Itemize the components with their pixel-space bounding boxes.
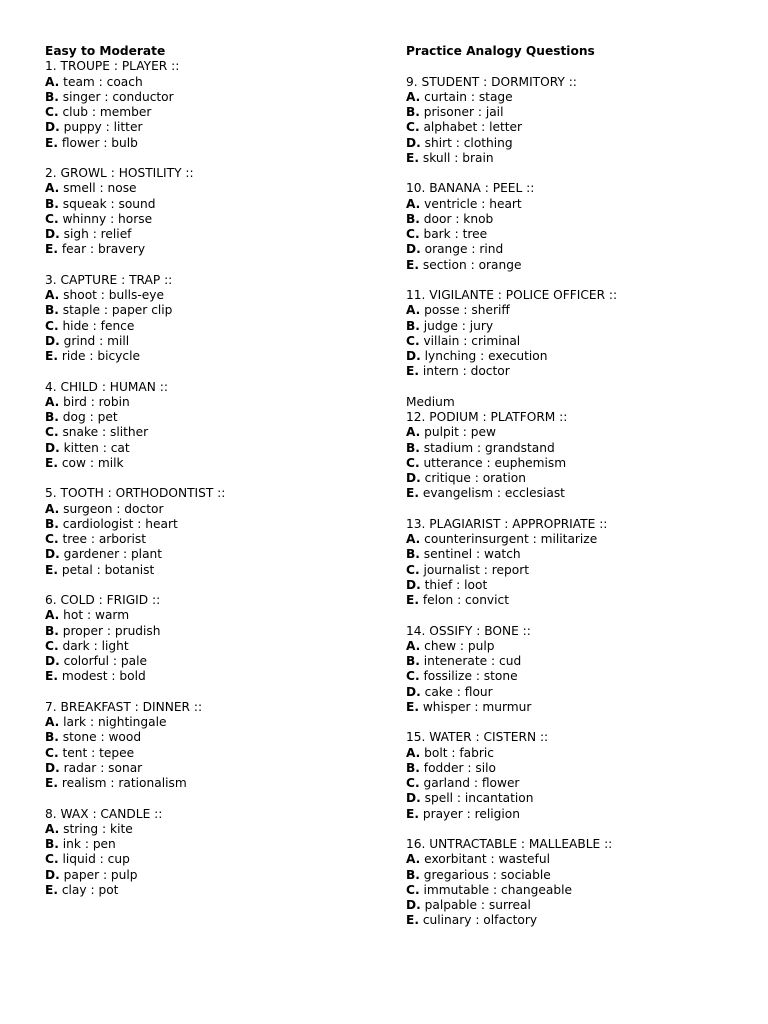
option-letter: E. [406, 364, 419, 379]
answer-option [406, 761, 756, 776]
option-letter: E. [45, 776, 58, 790]
option-text: evangelism : ecclesiast [422, 486, 565, 501]
option-letter: A. [45, 715, 60, 729]
answer-option [45, 75, 385, 90]
page-title: Practice Analogy Questions [406, 44, 595, 58]
option-letter: C. [406, 455, 420, 470]
option-text: alphabet : letter [423, 120, 523, 135]
option-letter: C. [406, 562, 420, 577]
option-letter: B. [45, 837, 59, 851]
answer-option [45, 410, 385, 425]
answer-option [45, 532, 385, 547]
answer-option [45, 822, 385, 837]
option-text: prisoner : jail [423, 105, 504, 119]
option-letter: D. [406, 471, 421, 485]
option-text: lark : nightingale [63, 715, 167, 729]
option-letter: D. [45, 120, 60, 135]
option-text: stadium : grandstand [423, 440, 555, 455]
option-letter: E. [45, 669, 58, 684]
question-block [406, 181, 756, 273]
option-text: whisper : murmur [422, 699, 532, 714]
question-stem: 14. OSSIFY : BONE :: [406, 623, 531, 638]
option-letter: E. [45, 242, 58, 257]
question-block [45, 700, 385, 792]
answer-option [406, 898, 756, 913]
option-letter: C. [406, 120, 420, 135]
answer-option [45, 288, 385, 303]
option-text: door : knob [423, 211, 494, 226]
option-text: bolt : fabric [424, 745, 494, 760]
option-letter: A. [406, 532, 421, 546]
option-text: cake : flour [424, 684, 493, 699]
answer-option [406, 242, 756, 257]
option-text: gregarious : sociable [423, 867, 551, 882]
answer-option [45, 120, 385, 135]
option-text: snake : slither [62, 425, 149, 440]
answer-option [45, 319, 385, 334]
answer-option [45, 242, 385, 257]
option-letter: C. [45, 532, 59, 546]
question-stem: 5. TOOTH : ORTHODONTIST :: [45, 486, 226, 501]
option-letter: A. [45, 74, 60, 89]
answer-option [406, 364, 756, 379]
option-letter: B. [45, 623, 59, 638]
answer-option [406, 486, 756, 501]
option-text: prayer : religion [422, 806, 520, 821]
answer-option [45, 425, 385, 440]
option-letter: C. [406, 669, 420, 684]
option-letter: C. [45, 638, 59, 653]
option-text: flower : bulb [61, 135, 138, 150]
section-heading-medium: Medium [406, 394, 455, 409]
option-letter: C. [406, 333, 420, 348]
answer-option [406, 746, 756, 761]
answer-option [45, 776, 385, 791]
answer-option [45, 852, 385, 867]
answer-option [406, 471, 756, 486]
option-letter: C. [406, 882, 420, 897]
answer-option [45, 639, 385, 654]
option-letter: D. [406, 684, 421, 699]
option-letter: A. [406, 303, 421, 318]
option-letter: D. [406, 577, 421, 592]
option-letter: E. [45, 349, 58, 363]
answer-option [406, 136, 756, 151]
answer-option [45, 395, 385, 410]
option-text: club : member [62, 105, 152, 119]
option-text: grind : mill [63, 333, 130, 348]
option-text: thief : loot [424, 577, 488, 592]
option-letter: E. [45, 562, 58, 577]
answer-option [406, 349, 756, 364]
option-letter: B. [406, 547, 420, 562]
question-stem: 10. BANANA : PEEL :: [406, 181, 535, 196]
answer-option [406, 151, 756, 166]
option-text: immutable : changeable [423, 882, 572, 897]
option-text: puppy : litter [63, 120, 143, 135]
option-letter: C. [45, 318, 59, 333]
answer-option [406, 90, 756, 105]
option-letter: C. [45, 105, 59, 119]
option-text: felon : convict [422, 593, 510, 607]
answer-option [406, 197, 756, 212]
option-letter: B. [406, 318, 420, 333]
answer-option [406, 334, 756, 349]
question-list-right-b [406, 410, 756, 929]
option-text: tree : arborist [62, 532, 147, 546]
option-text: sentinel : watch [423, 547, 521, 562]
option-letter: B. [406, 867, 420, 882]
answer-option [45, 502, 385, 517]
question-list-right-a [406, 75, 756, 380]
question-stem: 16. UNTRACTABLE : MALLEABLE :: [406, 837, 613, 851]
answer-option [45, 517, 385, 532]
option-letter: D. [45, 547, 60, 562]
option-text: squeak : sound [62, 196, 156, 211]
option-letter: E. [406, 806, 419, 821]
question-block [406, 837, 756, 929]
option-text: proper : prudish [62, 623, 161, 638]
answer-option [406, 578, 756, 593]
option-text: palpable : surreal [424, 898, 531, 912]
option-letter: D. [406, 242, 421, 257]
answer-option [406, 913, 756, 928]
option-letter: C. [406, 776, 420, 790]
question-block [406, 410, 756, 502]
option-text: cow : milk [61, 455, 124, 470]
question-block [406, 288, 756, 380]
question-block [45, 807, 385, 899]
option-text: ventricle : heart [424, 196, 522, 211]
option-text: curtain : stage [424, 89, 513, 104]
option-text: pulpit : pew [424, 425, 496, 440]
option-letter: B. [45, 89, 59, 104]
option-letter: B. [45, 730, 59, 745]
answer-option [45, 349, 385, 364]
answer-option [406, 669, 756, 684]
answer-option [45, 669, 385, 684]
option-text: counterinsurgent : militarize [424, 532, 598, 546]
option-letter: B. [45, 196, 59, 211]
option-text: team : coach [63, 74, 143, 89]
option-text: paper : pulp [63, 867, 138, 882]
answer-option [406, 105, 756, 120]
option-text: garland : flower [423, 776, 520, 790]
option-text: fear : bravery [61, 242, 146, 257]
answer-option [406, 791, 756, 806]
answer-option [406, 563, 756, 578]
option-text: surgeon : doctor [63, 501, 164, 516]
option-text: dark : light [62, 638, 129, 653]
question-stem: 15. WATER : CISTERN :: [406, 730, 549, 745]
option-text: petal : botanist [61, 562, 155, 577]
question-block [45, 593, 385, 685]
option-text: whinny : horse [62, 211, 153, 226]
answer-option [45, 441, 385, 456]
option-letter: A. [45, 181, 60, 196]
option-letter: D. [45, 333, 60, 348]
answer-option [406, 685, 756, 700]
option-letter: B. [406, 440, 420, 455]
answer-option [406, 547, 756, 562]
answer-option [45, 730, 385, 745]
option-text: fossilize : stone [423, 669, 518, 684]
option-letter: C. [45, 852, 59, 867]
option-text: kitten : cat [63, 440, 130, 455]
option-text: cardiologist : heart [62, 516, 178, 531]
question-stem: 3. CAPTURE : TRAP :: [45, 272, 173, 287]
question-stem: 6. COLD : FRIGID :: [45, 593, 161, 607]
question-block [45, 273, 385, 365]
answer-option [406, 868, 756, 883]
option-text: intenerate : cud [423, 654, 522, 668]
option-text: spell : incantation [424, 791, 534, 806]
answer-option [45, 547, 385, 562]
answer-option [45, 654, 385, 669]
option-text: singer : conductor [62, 89, 174, 104]
question-list-left [45, 59, 385, 898]
option-text: realism : rationalism [61, 776, 187, 790]
question-block [406, 75, 756, 167]
question-block [406, 624, 756, 716]
option-letter: B. [406, 760, 420, 775]
question-stem: 7. BREAKFAST : DINNER :: [45, 699, 203, 714]
answer-option [45, 303, 385, 318]
option-text: colorful : pale [63, 654, 147, 668]
answer-option [406, 654, 756, 669]
answer-option [45, 563, 385, 578]
answer-option [406, 303, 756, 318]
option-letter: B. [45, 303, 59, 318]
title-spacer [406, 59, 756, 74]
option-letter: C. [45, 211, 59, 226]
question-block [45, 486, 385, 578]
option-letter: D. [406, 898, 421, 912]
option-letter: D. [45, 654, 60, 668]
question-block [45, 380, 385, 472]
answer-option [45, 90, 385, 105]
answer-option [406, 425, 756, 440]
option-letter: C. [406, 227, 420, 241]
option-text: posse : sheriff [424, 303, 510, 318]
option-text: staple : paper clip [62, 303, 173, 318]
question-stem: 1. TROUPE : PLAYER :: [45, 59, 180, 74]
option-text: stone : wood [62, 730, 142, 745]
answer-option [406, 212, 756, 227]
option-letter: D. [406, 135, 421, 150]
section-heading-easy: Easy to Moderate [45, 44, 166, 58]
option-text: shoot : bulls-eye [63, 288, 164, 302]
option-text: sigh : relief [63, 227, 132, 241]
answer-option [406, 120, 756, 135]
answer-option [45, 761, 385, 776]
option-letter: A. [406, 425, 421, 440]
option-letter: A. [406, 638, 421, 653]
option-text: ink : pen [62, 837, 116, 851]
answer-option [45, 837, 385, 852]
answer-option [45, 105, 385, 120]
question-block [45, 59, 385, 151]
option-letter: A. [406, 89, 421, 104]
option-letter: B. [45, 410, 59, 424]
answer-option [45, 197, 385, 212]
answer-option [45, 212, 385, 227]
answer-option [406, 700, 756, 715]
option-letter: A. [406, 196, 421, 211]
option-text: exorbitant : wasteful [424, 852, 550, 867]
option-letter: E. [45, 455, 58, 470]
answer-option [406, 227, 756, 242]
question-stem: 2. GROWL : HOSTILITY :: [45, 166, 194, 180]
answer-option [406, 776, 756, 791]
option-text: string : kite [63, 821, 133, 836]
option-letter: E. [406, 699, 419, 714]
option-text: liquid : cup [62, 852, 130, 867]
option-text: fodder : silo [423, 760, 496, 775]
option-text: orange : rind [424, 242, 504, 257]
option-letter: B. [406, 211, 420, 226]
answer-option [45, 868, 385, 883]
option-letter: A. [45, 501, 60, 516]
question-stem: 9. STUDENT : DORMITORY :: [406, 74, 577, 89]
answer-option [45, 746, 385, 761]
answer-option [45, 181, 385, 196]
answer-option [45, 624, 385, 639]
answer-option [406, 456, 756, 471]
option-letter: B. [406, 105, 420, 119]
question-stem: 8. WAX : CANDLE :: [45, 806, 163, 821]
left-column [45, 44, 385, 913]
answer-option [45, 715, 385, 730]
option-text: intern : doctor [422, 364, 510, 379]
option-text: villain : criminal [423, 333, 521, 348]
option-text: dog : pet [62, 410, 118, 424]
option-text: bird : robin [63, 394, 130, 409]
option-letter: E. [406, 913, 419, 928]
option-letter: E. [406, 593, 419, 607]
question-block [45, 166, 385, 258]
option-text: hide : fence [62, 318, 135, 333]
option-text: ride : bicycle [61, 349, 140, 363]
option-text: lynching : execution [424, 349, 548, 363]
answer-option [45, 456, 385, 471]
answer-option [45, 883, 385, 898]
option-letter: B. [406, 654, 420, 668]
option-text: tent : tepee [62, 745, 135, 760]
option-letter: D. [45, 760, 60, 775]
answer-option [406, 639, 756, 654]
question-stem: 12. PODIUM : PLATFORM :: [406, 410, 568, 424]
option-letter: D. [406, 791, 421, 806]
question-stem: 4. CHILD : HUMAN :: [45, 379, 168, 394]
question-stem: 11. VIGILANTE : POLICE OFFICER :: [406, 288, 618, 302]
answer-option [406, 852, 756, 867]
option-text: shirt : clothing [424, 135, 513, 150]
option-text: modest : bold [61, 669, 146, 684]
option-text: smell : nose [63, 181, 137, 196]
option-letter: C. [45, 425, 59, 440]
question-block [406, 730, 756, 822]
option-text: bark : tree [423, 227, 488, 241]
option-letter: D. [406, 349, 421, 363]
option-letter: E. [45, 882, 58, 897]
option-text: judge : jury [423, 318, 494, 333]
answer-option [406, 532, 756, 547]
right-column [406, 44, 756, 944]
option-letter: A. [406, 852, 421, 867]
answer-option [406, 441, 756, 456]
answer-option [406, 319, 756, 334]
option-text: section : orange [422, 257, 522, 272]
answer-option [45, 608, 385, 623]
option-letter: E. [406, 257, 419, 272]
answer-option [406, 883, 756, 898]
option-letter: A. [45, 608, 60, 623]
answer-option [45, 334, 385, 349]
option-letter: C. [45, 745, 59, 760]
option-text: chew : pulp [424, 638, 495, 653]
option-text: journalist : report [423, 562, 529, 577]
option-letter: A. [406, 745, 421, 760]
option-letter: D. [45, 867, 60, 882]
option-letter: E. [406, 150, 419, 165]
question-stem: 13. PLAGIARIST : APPROPRIATE :: [406, 516, 608, 531]
option-letter: E. [406, 486, 419, 501]
option-letter: A. [45, 288, 60, 302]
option-text: culinary : olfactory [422, 913, 538, 928]
answer-option [406, 258, 756, 273]
option-letter: D. [45, 227, 60, 241]
option-letter: B. [45, 516, 59, 531]
answer-option [45, 227, 385, 242]
option-letter: A. [45, 821, 60, 836]
question-block [406, 517, 756, 609]
option-text: radar : sonar [63, 760, 143, 775]
option-letter: A. [45, 394, 60, 409]
option-text: skull : brain [422, 150, 494, 165]
answer-option [45, 136, 385, 151]
option-text: utterance : euphemism [423, 455, 567, 470]
option-text: gardener : plant [63, 547, 163, 562]
answer-option [406, 593, 756, 608]
option-letter: E. [45, 135, 58, 150]
option-text: hot : warm [63, 608, 130, 623]
answer-option [406, 807, 756, 822]
option-text: clay : pot [61, 882, 119, 897]
option-letter: D. [45, 440, 60, 455]
option-text: critique : oration [424, 471, 526, 485]
